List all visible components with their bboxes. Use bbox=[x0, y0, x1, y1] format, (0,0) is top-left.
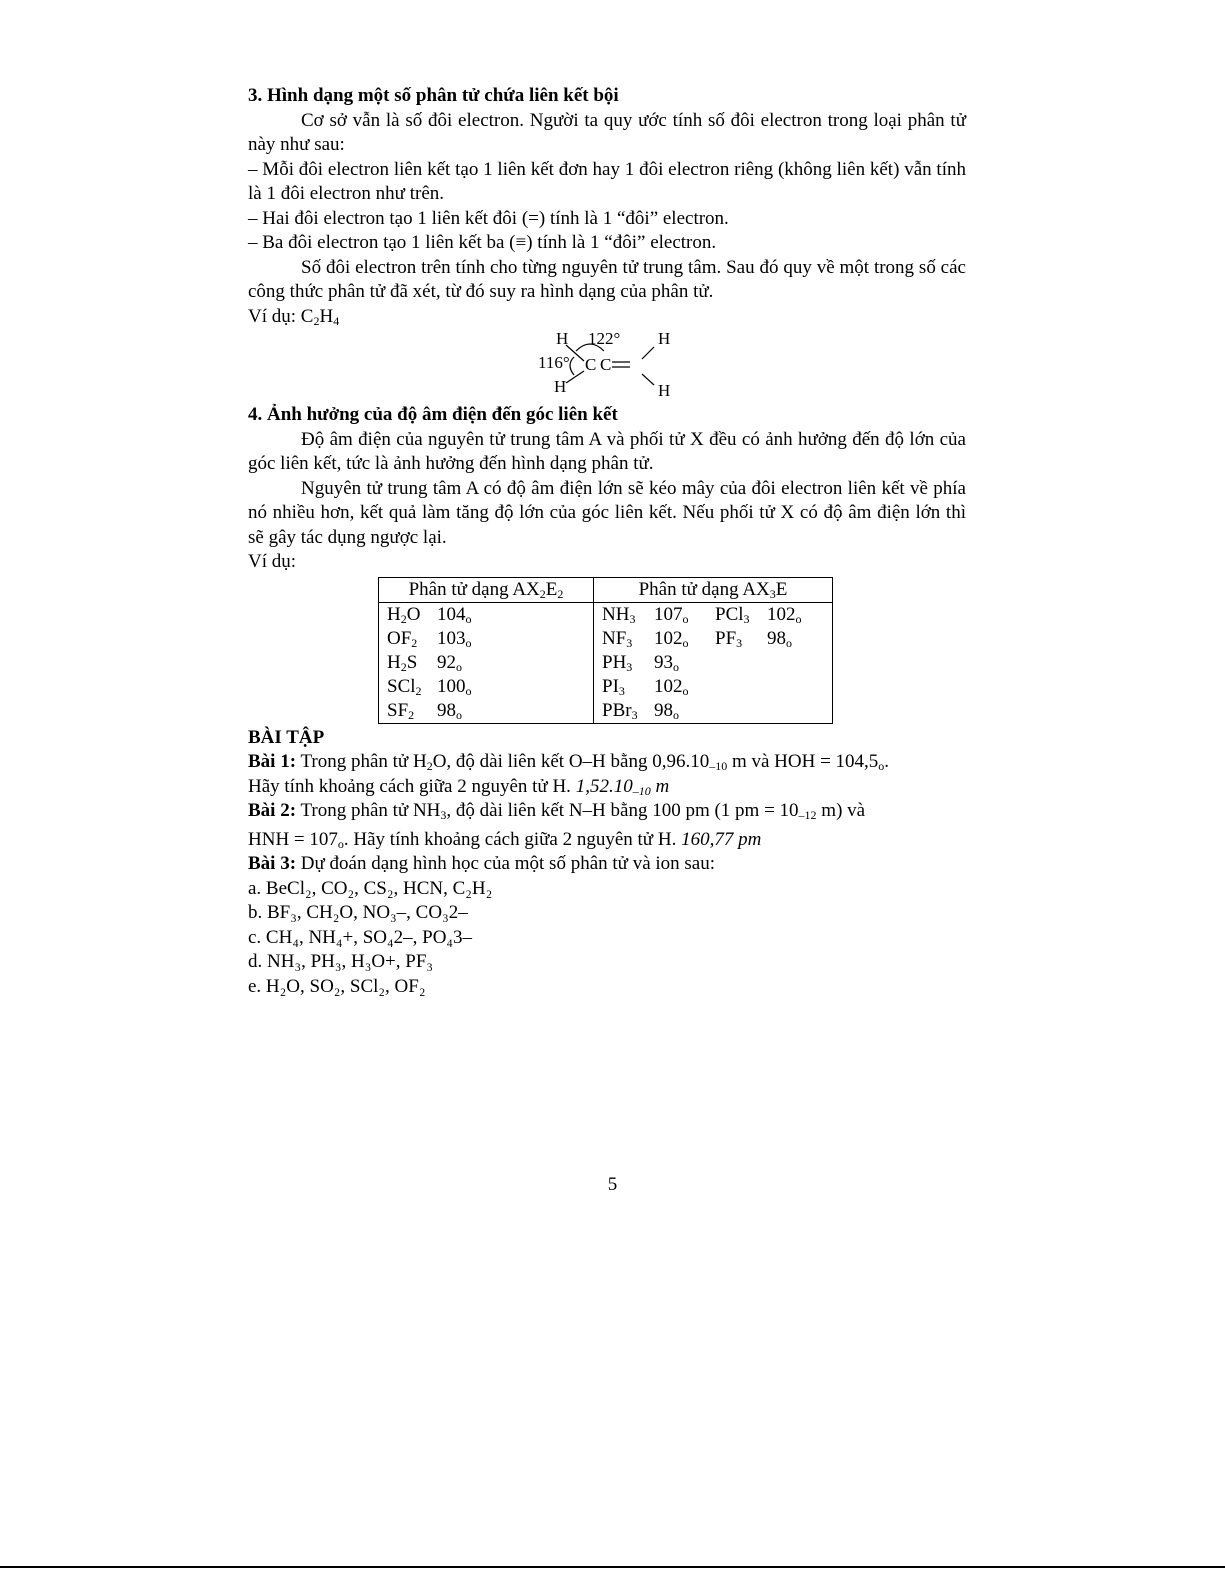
molecule-formula: PCl bbox=[715, 603, 744, 625]
exercise-1-answer bbox=[576, 776, 669, 797]
table-row bbox=[602, 675, 824, 699]
exercise-1-line-2 bbox=[248, 775, 966, 800]
molecule-formula: PBr bbox=[602, 699, 632, 721]
molecule-formula: PF bbox=[715, 627, 737, 649]
section3-bullet-1: – Mỗi đôi electron liên kết tạo 1 liên kết đơn hay 1 đôi electron riêng (không liên kết) vẫn tính là 1 đôi electron như trên. bbox=[248, 158, 966, 204]
bond-h-top-right bbox=[642, 347, 654, 359]
formula-sub: 3 bbox=[626, 659, 633, 674]
formula-tail: S bbox=[406, 651, 418, 673]
table-row bbox=[387, 603, 585, 627]
formula-sub: 2 bbox=[408, 707, 415, 722]
exercises-heading: BÀI TẬP bbox=[248, 726, 325, 748]
section4-paragraph-1: Độ âm điện của nguyên tử trung tâm A và phối tử X đều có ảnh hưởng đến độ lớn của góc liên kết, tức là ảnh hưởng đến hình dạng phân tử. bbox=[248, 428, 966, 474]
exercise-2-text-b: , độ dài liên kết N–H bằng 100 pm (1 pm = 10 bbox=[446, 800, 799, 821]
exercise-2-sub-2: –12 bbox=[798, 808, 817, 822]
exercise-3-item-b: b. BF₃, CH₂O, NO₃–, CO₃2– bbox=[248, 902, 468, 923]
section3-paragraph-2: Số đôi electron trên tính cho từng nguyên tử trung tâm. Sau đó quy về một trong số các công thức phân tử đã xét, từ đó suy ra hình dạng của phân tử. bbox=[248, 256, 966, 302]
bond-angle-table-wrapper bbox=[378, 577, 966, 724]
formula-sub: 3 bbox=[743, 611, 750, 626]
molecule-formula: H bbox=[387, 651, 401, 673]
ethylene-structure-diagram bbox=[248, 329, 966, 403]
page-number: 5 bbox=[607, 1174, 618, 1195]
table-row bbox=[602, 699, 824, 723]
angle-value: 102 bbox=[654, 627, 683, 649]
angle-value: 102 bbox=[767, 603, 796, 625]
molecule-formula: NF bbox=[602, 627, 627, 649]
angle-value: 103 bbox=[437, 627, 466, 649]
bond-h-bottom-right bbox=[642, 374, 654, 385]
exercise-1-sub-3: o bbox=[878, 759, 885, 773]
h-top-left: H bbox=[556, 329, 569, 348]
formula-tail: O bbox=[406, 603, 421, 625]
table-header-row bbox=[379, 577, 833, 602]
page-bottom-rule bbox=[0, 1566, 1225, 1568]
example-prefix: Ví dụ: C bbox=[248, 305, 314, 327]
example-sub-2: 2 bbox=[313, 313, 320, 328]
exercise-2-line-2 bbox=[248, 828, 966, 853]
formula-sub: 3 bbox=[736, 635, 743, 650]
angle-arc-116 bbox=[570, 357, 574, 375]
degree-mark: o bbox=[682, 611, 689, 626]
section3-bullet-2: – Hai đôi electron tạo 1 liên kết đôi (=) tính là 1 “đôi” electron. bbox=[248, 207, 729, 229]
molecule-formula: SF bbox=[387, 699, 409, 721]
exercise-2-line2-b: . Hãy tính khoảng cách giữa 2 nguyên tử H. bbox=[343, 828, 682, 850]
carbon-2: C bbox=[600, 355, 612, 374]
exercise-1-answer-b: m bbox=[650, 775, 670, 797]
exercise-2-line2-a: HNH = 107 bbox=[248, 828, 338, 850]
bond-h-bottom-left bbox=[566, 371, 584, 383]
ax2e2-column bbox=[379, 602, 594, 723]
angle-value: 104 bbox=[437, 603, 466, 625]
ax3e-column bbox=[594, 602, 833, 723]
exercise-1-text-a: Trong phân tử H bbox=[296, 751, 427, 772]
exercise-1-label: Bài 1: bbox=[248, 751, 297, 772]
exercise-3-text: Dự đoán dạng hình học của một số phân tử và ion sau: bbox=[296, 853, 716, 874]
degree-mark: o bbox=[673, 707, 679, 722]
molecule-formula: NH bbox=[602, 603, 630, 625]
degree-mark: o bbox=[456, 659, 462, 674]
exercise-3-item-d: d. NH₃, PH₃, H₃O+, PF₃ bbox=[248, 951, 434, 972]
exercise-2-sub-1: 3 bbox=[440, 808, 447, 822]
degree-mark: o bbox=[795, 611, 802, 626]
molecule-formula: OF bbox=[387, 627, 412, 649]
section4-paragraph-2: Nguyên tử trung tâm A có độ âm điện lớn sẽ kéo mây của đôi electron liên kết về phía nó nhiều hơn, kết quả làm tăng độ lớn của góc liên kết. Nếu phối tử X có độ âm điện lớn thì sẽ gây tác dụng ngược lại. bbox=[248, 477, 966, 548]
carbon-1: C bbox=[585, 355, 597, 374]
exercise-1-question: Hãy tính khoảng cách giữa 2 nguyên tử H. bbox=[248, 775, 576, 797]
degree-mark: o bbox=[465, 683, 472, 698]
degree-mark: o bbox=[673, 659, 679, 674]
formula-sub: 2 bbox=[415, 683, 422, 698]
table-row bbox=[387, 651, 585, 675]
example-sub-4: 4 bbox=[333, 313, 340, 328]
degree-mark: o bbox=[786, 635, 792, 650]
table-body-row bbox=[379, 602, 833, 723]
exercise-1-sub-2: –10 bbox=[709, 759, 728, 773]
exercise-3-item-e: e. H₂O, SO₂, SCl₂, OF₂ bbox=[248, 975, 426, 997]
exercise-2-label: Bài 2: bbox=[248, 800, 297, 821]
degree-mark: o bbox=[682, 683, 689, 698]
section3-paragraph-1: Cơ sở vẫn là số đôi electron. Người ta quy ước tính số đôi electron trong loại phân tử này như sau: bbox=[248, 109, 966, 155]
molecule-formula: SCl bbox=[387, 675, 416, 697]
exercise-1-text-b: O, độ dài liên kết O–H bằng 0,96.10 bbox=[432, 751, 710, 772]
exercise-2-text-a: Trong phân tử NH bbox=[296, 800, 441, 821]
exercise-1-answer-a: 1,52.10 bbox=[575, 775, 633, 797]
example-h: H bbox=[319, 305, 334, 327]
formula-sub: 2 bbox=[400, 659, 407, 674]
header-ax3e bbox=[594, 577, 833, 602]
h-bottom-left: H bbox=[554, 377, 567, 396]
molecule-formula: PI bbox=[602, 675, 619, 697]
formula-sub: 3 bbox=[629, 611, 636, 626]
header-ax2e2-a: Phân tử dạng AX bbox=[408, 578, 540, 600]
exercise-3 bbox=[248, 852, 966, 877]
exercise-2-text-c: m) và bbox=[816, 800, 866, 821]
header-ax3e-a: Phân tử dạng AX bbox=[638, 578, 770, 600]
angle-value: 107 bbox=[654, 603, 683, 625]
section4-example-label: Ví dụ: bbox=[248, 551, 297, 572]
formula-sub: 3 bbox=[626, 635, 633, 650]
angle-value: 92 bbox=[437, 651, 456, 673]
table-row bbox=[387, 627, 585, 651]
h-bottom-right: H bbox=[658, 381, 671, 400]
header-ax2e2 bbox=[379, 577, 594, 602]
degree-mark: o bbox=[465, 611, 472, 626]
section3-bullet-3: – Ba đôi electron tạo 1 liên kết ba (≡) tính là 1 “đôi” electron. bbox=[248, 232, 717, 253]
table-row bbox=[387, 699, 585, 723]
exercise-2 bbox=[248, 799, 966, 824]
exercise-1-sub-1: 2 bbox=[426, 759, 433, 773]
header-ax2e2-s1: 2 bbox=[539, 586, 546, 601]
molecule-formula: H bbox=[387, 603, 401, 625]
angle-122-label: 122° bbox=[588, 329, 621, 348]
angle-value: 98 bbox=[654, 699, 673, 721]
header-ax2e2-s2: 2 bbox=[557, 586, 564, 601]
degree-mark: o bbox=[682, 635, 689, 650]
degree-mark: o bbox=[465, 635, 472, 650]
table-row bbox=[602, 651, 824, 675]
exercise-1 bbox=[248, 750, 966, 775]
section4-heading: 4. Ảnh hưởng của độ âm điện đến góc liên kết bbox=[248, 404, 618, 425]
header-ax3e-b: E bbox=[775, 578, 788, 600]
document-page bbox=[248, 84, 966, 999]
angle-value: 93 bbox=[654, 651, 673, 673]
header-ax3e-s1: 3 bbox=[769, 586, 776, 601]
table-row bbox=[602, 603, 824, 627]
ethylene-svg bbox=[248, 329, 966, 403]
header-ax2e2-b: E bbox=[545, 578, 558, 600]
formula-sub: 2 bbox=[400, 611, 407, 626]
exercise-3-label: Bài 3: bbox=[248, 853, 297, 874]
exercise-3-item-a: a. BeCl₂, CO₂, CS₂, HCN, C₂H₂ bbox=[248, 877, 493, 899]
exercise-1-text-c: m và HOH = 104,5 bbox=[727, 751, 879, 772]
table-row bbox=[602, 627, 824, 651]
section3-example-label bbox=[248, 305, 966, 330]
angle-116-label: 116° bbox=[538, 353, 570, 372]
table-row bbox=[387, 675, 585, 699]
formula-sub: 3 bbox=[631, 707, 638, 722]
degree-mark: o bbox=[456, 707, 462, 722]
molecule-formula: PH bbox=[602, 651, 627, 673]
angle-value: 100 bbox=[437, 675, 466, 697]
exercise-2-line2-sub: o bbox=[337, 836, 344, 851]
formula-sub: 2 bbox=[411, 635, 418, 650]
bond-angle-table bbox=[378, 577, 833, 724]
exercise-1-answer-sub: –10 bbox=[632, 783, 651, 798]
h-top-right: H bbox=[658, 329, 671, 348]
angle-value: 98 bbox=[437, 699, 456, 721]
exercise-2-answer: 160,77 pm bbox=[681, 828, 762, 850]
angle-value: 98 bbox=[767, 627, 786, 649]
section3-heading: 3. Hình dạng một số phân tử chứa liên kết bội bbox=[248, 85, 619, 106]
exercise-1-text-d: . bbox=[884, 751, 890, 772]
angle-value: 102 bbox=[654, 675, 683, 697]
formula-sub: 3 bbox=[618, 683, 625, 698]
exercise-3-item-c: c. CH₄, NH₄+, SO₄2–, PO₄3– bbox=[248, 926, 473, 948]
